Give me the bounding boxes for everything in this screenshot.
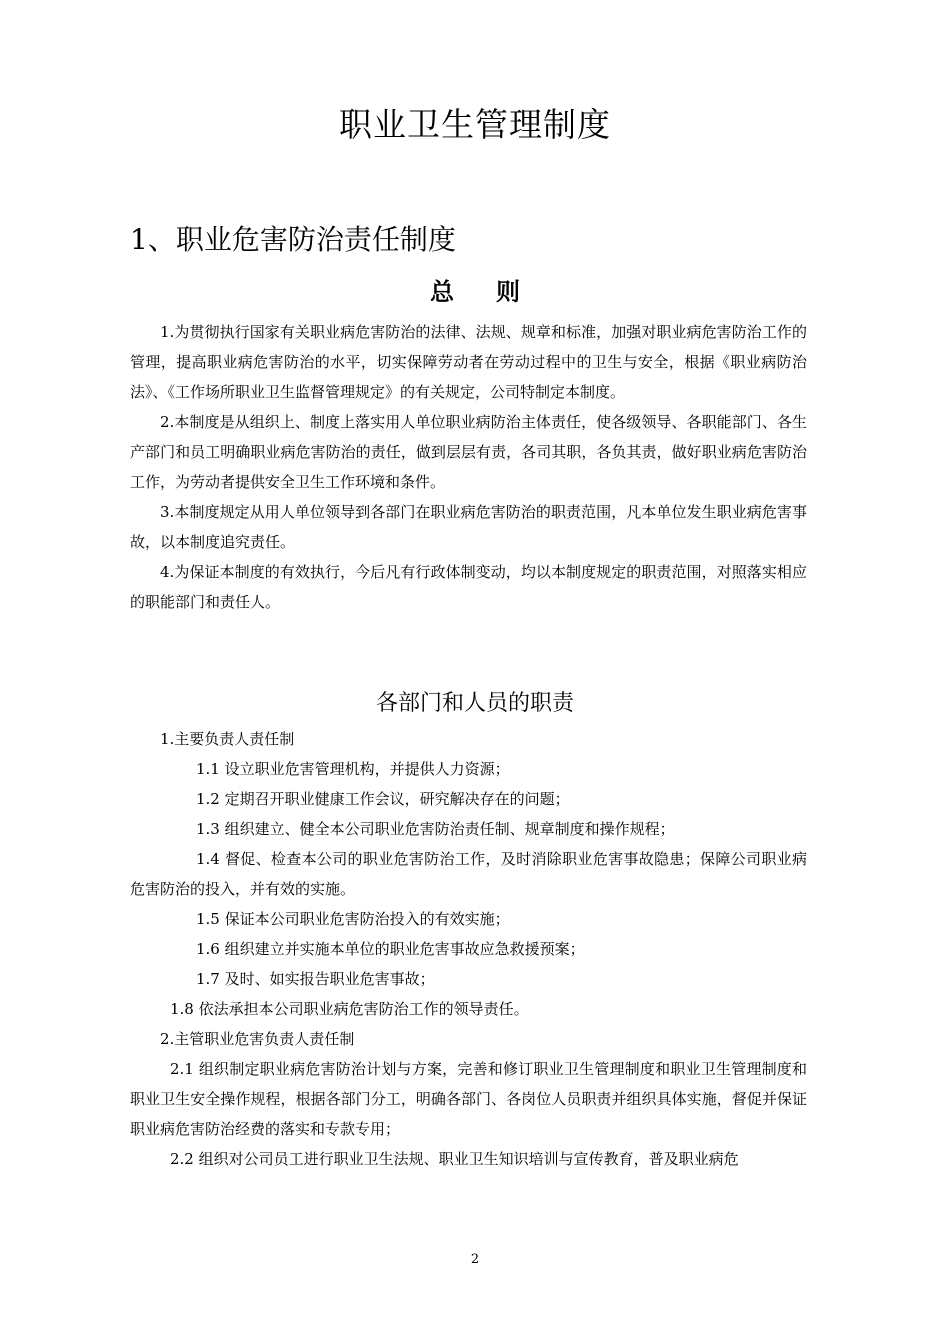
duty-item: 1.5 保证本公司职业危害防治投入的有效实施； (196, 910, 510, 928)
duty-item: 1.1 设立职业危害管理机构，并提供人力资源； (196, 760, 510, 778)
duty-2-heading: 2.主管职业危害负责人责任制 (160, 1030, 355, 1048)
duties-heading: 各部门和人员的职责 (375, 691, 574, 716)
page-number: 2 (470, 1252, 480, 1267)
general-paragraph-2: 2.本制度是从组织上、制度上落实用人单位职业病防治主体责任，使各级领导、各职能部门、各生产部门和员工明确职业病危害防治的责任，做到层层有责，各司其职，各负其责，做好职业病危害防治工作，为劳动者提供安全卫生工作环境和条件。 (130, 413, 807, 491)
general-paragraph-3: 3.本制度规定从用人单位领导到各部门在职业病危害防治的职责范围，凡本单位发生职业病危害事故，以本制度追究责任。 (130, 503, 807, 551)
general-heading-char-1: 总 (430, 278, 454, 306)
duty-item: 2.2 组织对公司员工进行职业卫生法规、职业卫生知识培训与宣传教育，普及职业病危 (170, 1150, 739, 1168)
duty-item: 1.7 及时、如实报告职业危害事故； (196, 970, 435, 988)
duty-item: 1.2 定期召开职业健康工作会议，研究解决存在的问题； (196, 790, 570, 808)
section-title: 1、职业危害防治责任制度 (130, 223, 456, 256)
duty-item: 2.1 组织制定职业病危害防治计划与方案，完善和修订职业卫生管理制度和职业卫生管理制度和职业卫生安全操作规程，根据各部门分工，明确各部门、各岗位人员职责并组织具体实施，督促并保证职业病危害防治经费的落实和专款专用； (130, 1060, 807, 1138)
duty-item: 1.3 组织建立、健全本公司职业危害防治责任制、规章制度和操作规程； (196, 820, 675, 838)
duties-body (130, 724, 807, 1174)
duty-item: 1.4 督促、检查本公司的职业危害防治工作，及时消除职业危害事故隐患；保障公司职业病危害防治的投入，并有效的实施。 (130, 850, 807, 898)
general-paragraph-1: 1.为贯彻执行国家有关职业病危害防治的法律、法规、规章和标准，加强对职业病危害防治工作的管理，提高职业病危害防治的水平，切实保障劳动者在劳动过程中的卫生与安全，根据《职业病防治法》、《工作场所职业卫生监督管理规定》的有关规定，公司特制定本制度。 (130, 323, 807, 401)
duty-1-heading: 1.主要负责人责任制 (160, 730, 295, 748)
document-title: 职业卫生管理制度 (339, 105, 611, 144)
duty-item: 1.8 依法承担本公司职业病危害防治工作的领导责任。 (170, 1000, 529, 1018)
duty-item: 1.6 组织建立并实施本单位的职业危害事故应急救援预案； (196, 940, 585, 958)
general-heading-char-2: 则 (496, 278, 520, 306)
general-paragraph-4: 4.为保证本制度的有效执行，今后凡有行政体制变动，均以本制度规定的职责范围，对照落实相应的职能部门和责任人。 (130, 563, 807, 611)
general-provisions-heading (0, 272, 950, 312)
general-provisions-body (130, 317, 807, 617)
